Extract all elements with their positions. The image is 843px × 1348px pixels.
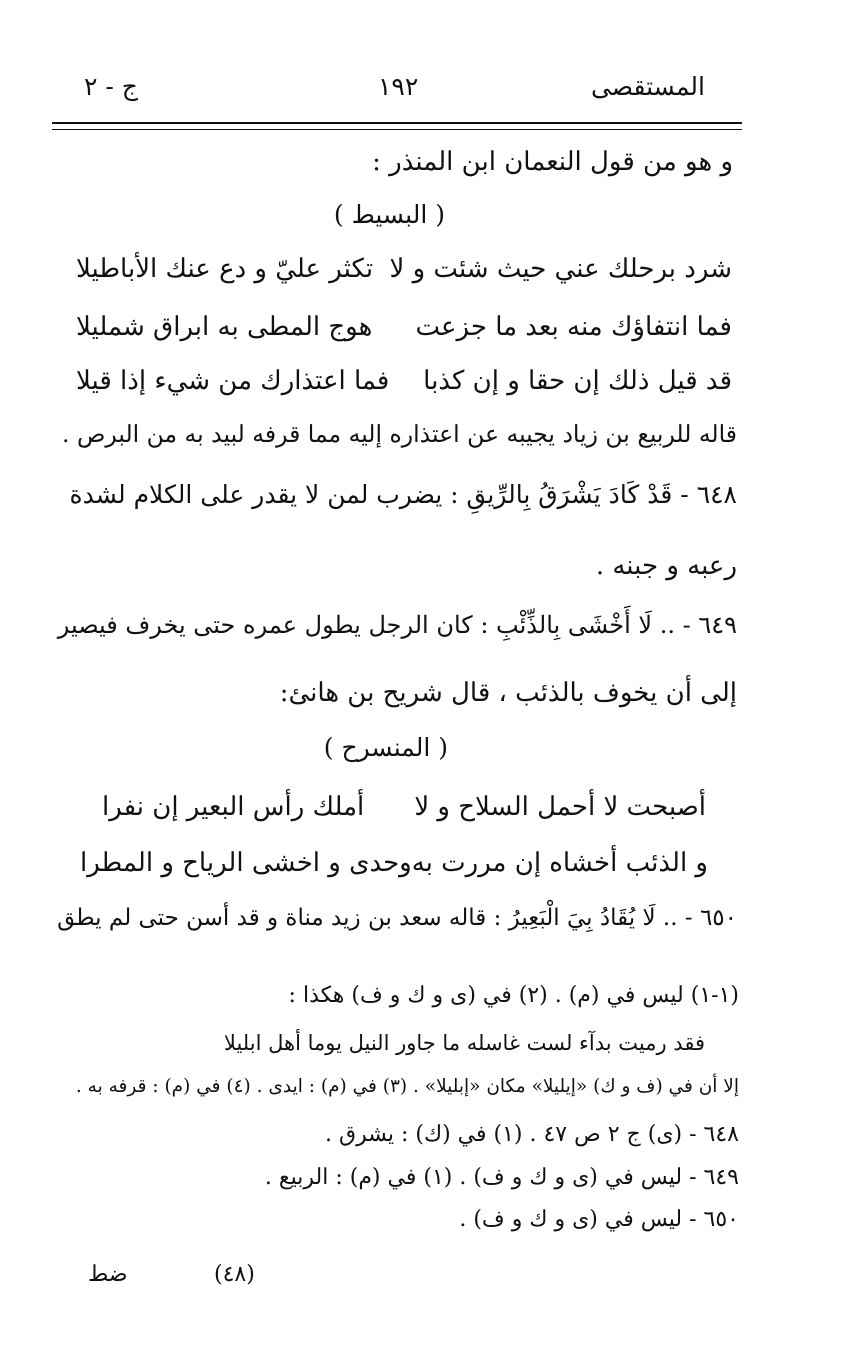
footnote-line: ٦٤٩ - ليس في (ى و ك و ف) . (١) في (م) : الربيع .: [264, 1165, 739, 1190]
verse-line: [79, 848, 708, 878]
footnote-line: ٦٥٠ - ليس في (ى و ك و ف) .: [459, 1207, 739, 1232]
verse-line: [76, 254, 732, 284]
verse-second-hemistich: وحدى و اخشى الرياح و المطرا: [79, 848, 412, 878]
running-title: المستقصى: [590, 72, 705, 101]
verse-first-hemistich: شرد برحلك عني حيث شئت و لا: [389, 254, 732, 284]
verse-first-hemistich: أصبحت لا أحمل السلاح و لا: [414, 792, 706, 822]
page-number: ١٩٢: [378, 72, 419, 101]
printer-signature: ضط: [88, 1262, 128, 1287]
proverb-entry-650: ٦٥٠ - .. لَا يُقَادُ بِيَ الْبَعِيرُ : قاله سعد بن زيد مناة و قد أسن حتى لم يطق: [57, 905, 737, 931]
verse-first-hemistich: فما انتفاؤك منه بعد ما جزعت: [415, 312, 732, 342]
verse-first-hemistich: قد قيل ذلك إن حقا و إن كذبا: [423, 366, 732, 396]
volume-label: ج - ٢: [84, 72, 138, 101]
intro-line: و هو من قول النعمان ابن المنذر :: [372, 147, 733, 177]
verse-line: [76, 366, 732, 396]
verse-first-hemistich: و الذئب أخشاه إن مررت به: [411, 848, 708, 878]
footnote-line: إلا أن في (ف و ك) «إيليلا» مكان «إبليلا» . (٣) في (م) : ايدى . (٤) في (م) : قرفه به .: [75, 1076, 739, 1097]
proverb-entry-649: ٦٤٩ - .. لَا أَخْشَى بِالذِّئْبِ : كان الرجل يطول عمره حتى يخرف فيصير: [57, 611, 737, 639]
commentary-line: قاله للربيع بن زياد يجيبه عن اعتذاره إليه مما قرفه لبيد به من البرص .: [62, 420, 737, 448]
meter-label: ( البسيط ): [333, 200, 445, 229]
sheet-number: (٤٨): [214, 1262, 255, 1287]
meter-label: ( المنسرح ): [323, 733, 448, 762]
footnote-line: (١-١) ليس في (م) . (٢) في (ى و ك و ف) هكذا :: [288, 983, 739, 1008]
verse-second-hemistich: فما اعتذارك من شيء إذا قيلا: [76, 366, 390, 396]
verse-line: [102, 792, 706, 822]
proverb-entry-648: ٦٤٨ - قَدْ كَادَ يَشْرَقُ بِالرِّيقِ : يضرب لمن لا يقدر على الكلام لشدة: [69, 480, 737, 509]
verse-line: [76, 312, 732, 342]
footnote-line: ٦٤٨ - (ى) ج ٢ ص ٤٧ . (١) في (ك) : يشرق .: [325, 1122, 739, 1147]
verse-second-hemistich: تكثر عليّ و دع عنك الأباطيلا: [76, 254, 374, 284]
header-rule-thick: [52, 122, 742, 124]
header-rule-thin: [52, 129, 742, 130]
proverb-entry-649-continued: إلى أن يخوف بالذئب ، قال شريح بن هانئ:: [279, 678, 737, 708]
verse-second-hemistich: أملك رأس البعير إن نفرا: [102, 792, 365, 822]
footnote-verse: فقد رميت بدآء لست غاسله ما جاور النيل يوما أهل ابليلا: [223, 1031, 705, 1055]
verse-second-hemistich: هوج المطى به ابراق شمليلا: [76, 312, 373, 342]
proverb-entry-648-continued: رعبه و جبنه .: [595, 551, 737, 581]
